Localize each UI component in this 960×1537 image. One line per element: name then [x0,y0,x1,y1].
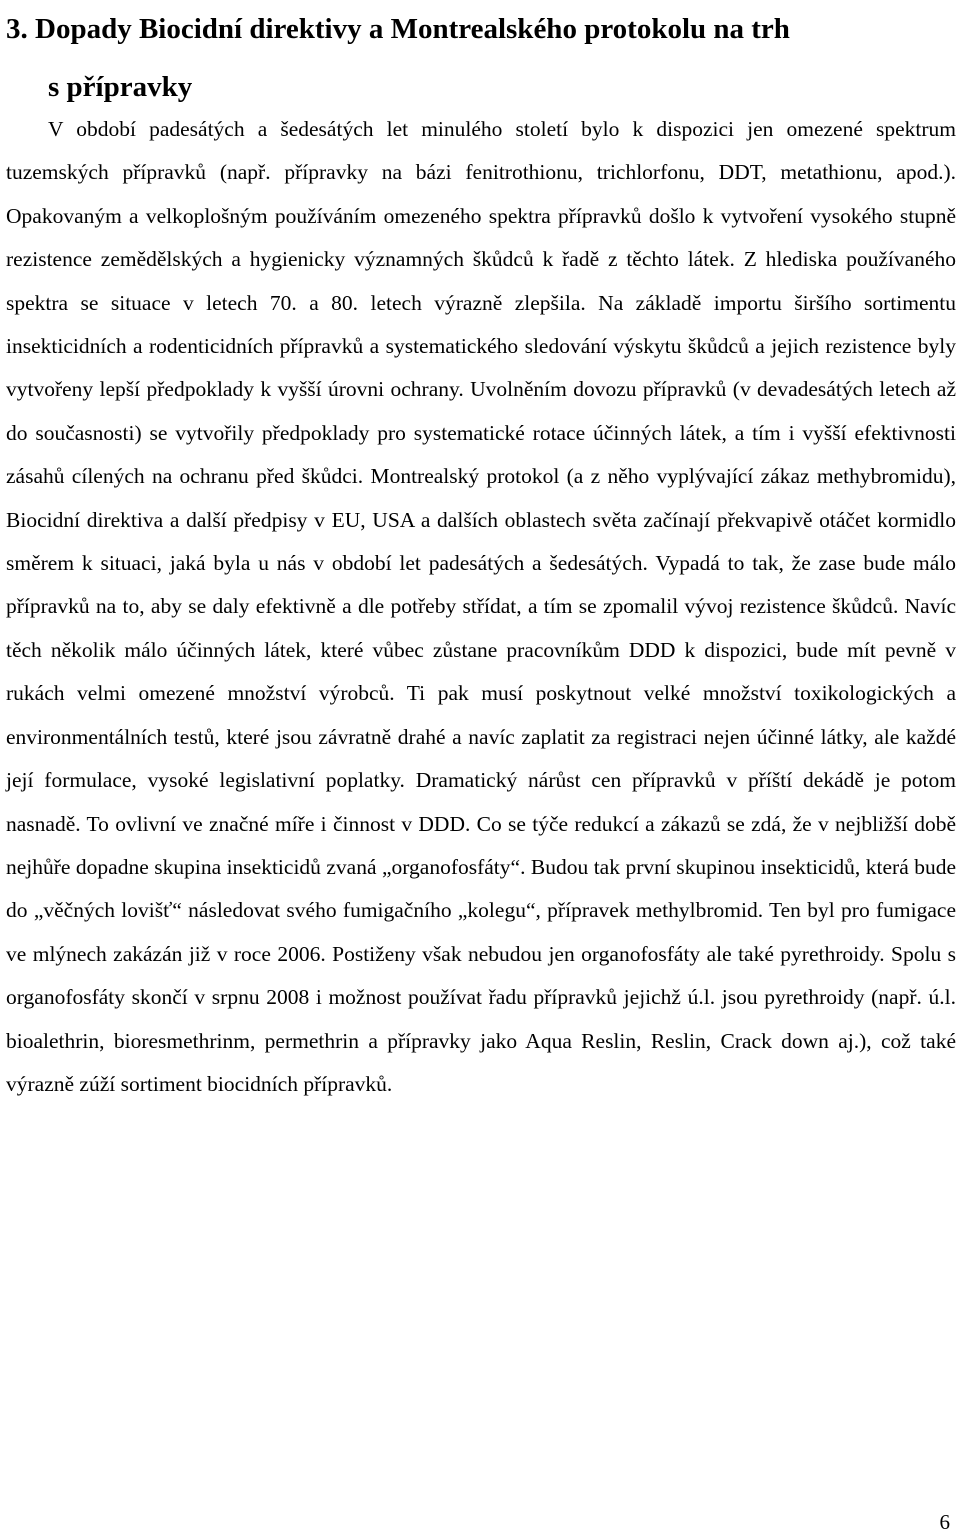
section-heading-line-2: s přípravky [48,71,193,103]
section-heading-line-1: 3. Dopady Biocidní direktivy a Montrealského protokolu na trh [6,13,790,45]
page-number: 6 [939,1510,950,1534]
section-heading [6,0,946,116]
body-paragraph: V období padesátých a šedesátých let minulého století bylo k dispozici jen omezené spektrum tuzemských přípravků (např. přípravky na bázi fenitrothionu, trichlorfonu, DDT, metathionu, apod.). Opakovaným a velkoplošným používáním omezeného spektra přípravků došlo k vytvoření vysokého stupně rezistence zemědělských a hygienicky významných škůdců k řadě z těchto látek. Z hlediska používaného spektra se situace v letech 70. a 80. letech výrazně zlepšila. Na základě importu širšího sortimentu insekticidních a rodenticidních přípravků a systematického sledování výskytu škůdců a jejich rezistence byly vytvořeny lepší předpoklady k vyšší úrovni ochrany. Uvolněním dovozu přípravků (v devadesátých letech až do současnosti) se vytvořily předpoklady pro systematické rotace účinných látek, a tím i vyšší efektivnosti zásahů cílených na ochranu před škůdci. Montrealský protokol (a z něho vyplývající zákaz methybromidu), Biocidní direktiva a další předpisy v EU, USA a dalších oblastech světa začínají překvapivě otáčet kormidlo směrem k situaci, jaká byla u nás v období let padesátých a šedesátých. Vypadá to tak, že zase bude málo přípravků na to, aby se daly efektivně a dle potřeby střídat, a tím se zpomalil vývoj rezistence škůdců. Navíc těch několik málo účinných látek, které vůbec zůstane pracovníkům DDD k dispozici, bude mít pevně v rukách velmi omezené množství výrobců. Ti pak musí poskytnout velké množství toxikologických a environmentálních testů, které jsou závratně drahé a navíc zaplatit za registraci nejen účinné látky, ale každé její formulace, vysoké legislativní poplatky. Dramatický nárůst cen přípravků v příští dekádě je potom nasnadě. To ovlivní ve značné míře i činnost v DDD. Co se týče redukcí a zákazů se zdá, že v nejbližší době nejhůře dopadne skupina insekticidů zvaná „organofosfáty“. Budou tak první skupinou insekticidů, která bude do „věčných lovišť“ následovat svého fumigačního „kolegu“, přípravek methylbromid. Ten byl pro fumigace ve mlýnech zakázán již v roce 2006. Postiženy však nebudou jen organofosfáty ale také pyrethroidy. Spolu s organofosfáty skončí v srpnu 2008 i možnost používat řadu přípravků jejichž ú.l. jsou pyrethroidy (např. ú.l. bioalethrin, bioresmethrinm, permethrin a přípravky jako Aqua Reslin, Reslin, Crack down aj.), což také výrazně zúží sortiment biocidních přípravků. [6,117,956,1096]
